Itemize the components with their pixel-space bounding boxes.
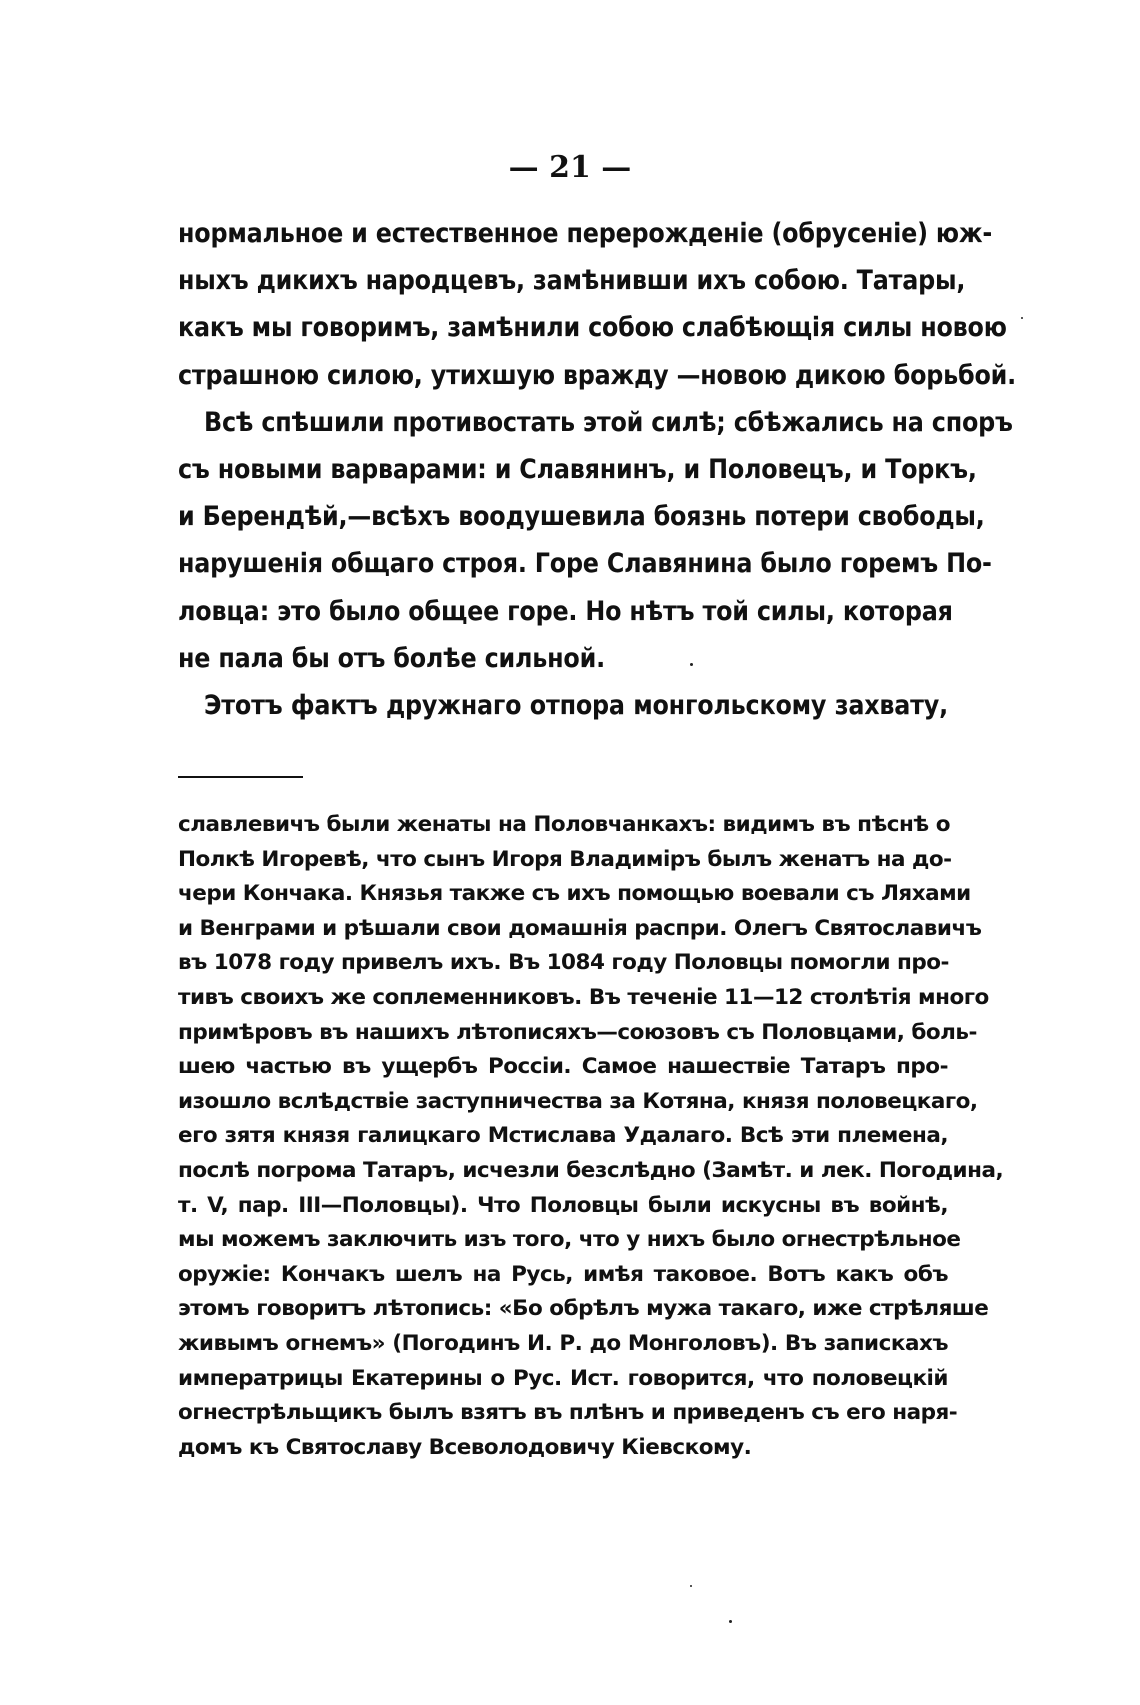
ink-speck (690, 663, 693, 666)
footnote-line: шею частью въ ущербъ Россіи. Самое нашествіе Татаръ про- (178, 1054, 948, 1080)
text-line: Этотъ фактъ дружнаго отпора монгольскому захвату, (204, 690, 948, 722)
footnote-line: этомъ говоритъ лѣтопись: «Бо обрѣлъ мужа такаго, иже стрѣляше (178, 1296, 989, 1322)
footnote-line: примѣровъ въ нашихъ лѣтописяхъ—союзовъ съ Половцами, боль- (178, 1019, 977, 1045)
paragraph-2 (178, 399, 1013, 682)
text-line: страшною силою, утихшую вражду —новою дикою борьбой. (178, 359, 1016, 391)
ink-speck (1021, 317, 1023, 319)
page-number: — 21 — (508, 150, 632, 185)
footnote-line: мы можемъ заключить изъ того, что у нихъ было огнестрѣльное (178, 1227, 961, 1253)
text-line: и Берендѣй,—всѣхъ воодушевила боязнь потери свободы, (178, 501, 985, 533)
footnote-line: и Венграми и рѣшали свои домашнія распри. Олегъ Святославичъ (178, 915, 982, 941)
footnote-line: огнестрѣльщикъ былъ взятъ въ плѣнъ и приведенъ съ его наря- (178, 1400, 958, 1426)
footnote-line: славлевичъ были женаты на Половчанкахъ: видимъ въ пѣснѣ о (178, 812, 950, 837)
footnote-line: живымъ огнемъ» (Погодинъ И. Р. до Монголовъ). Въ запискахъ (178, 1330, 948, 1356)
footnote (178, 808, 1004, 1465)
text-line: нормальное и естественное перерожденіе (обрусеніе) юж- (178, 218, 993, 249)
footnote-line: изошло вслѣдствіе заступничества за Котяна, князя половецкаго, (178, 1088, 978, 1114)
ink-speck (729, 1620, 732, 1623)
footnote-line: чери Кончака. Князья также съ ихъ помощью воевали съ Ляхами (178, 881, 971, 907)
footnote-line: тивъ своихъ же соплеменниковъ. Въ теченіе 11—12 столѣтія много (178, 984, 989, 1010)
text-line: нарушенія общаго строя. Горе Славянина было горемъ По- (178, 548, 992, 580)
text-line: ловца: это было общее горе. Но нѣтъ той силы, которая (178, 595, 953, 627)
footnote-line: его зятя князя галицкаго Мстислава Удалаго. Всѣ эти племена, (178, 1123, 948, 1149)
text-line: ныхъ дикихъ народцевъ, замѣнивши ихъ собою. Татары, (178, 265, 966, 297)
footnote-line: въ 1078 году привелъ ихъ. Въ 1084 году Половцы помогли про- (178, 950, 949, 976)
text-line: какъ мы говоримъ, замѣнили собою слабѣющія силы новою (178, 312, 1007, 344)
footnote-line: Полкѣ Игоревѣ, что сынъ Игоря Владиміръ былъ женатъ на до- (178, 846, 952, 872)
footnote-line: т. V, пар. III—Половцы). Что Половцы были искусны въ войнѣ, (178, 1192, 948, 1218)
footnote-line: домъ къ Святославу Всеволодовичу Кіевскому. (178, 1434, 752, 1460)
footnote-line: оружіе: Кончакъ шелъ на Русь, имѣя таковое. Вотъ какъ объ (178, 1261, 948, 1287)
main-text (178, 210, 1016, 729)
text-line: не пала бы отъ болѣе сильной. (178, 642, 605, 674)
footnote-separator (178, 776, 303, 778)
footnote-line: послѣ погрома Татаръ, исчезли безслѣдно (Замѣт. и лек. Погодина, (178, 1157, 1004, 1183)
footnote-line: императрицы Екатерины о Рус. Ист. говорится, что половецкій (178, 1365, 948, 1391)
text-line: Всѣ спѣшили противостать этой силѣ; сбѣжались на споръ (204, 406, 1013, 438)
text-line: съ новыми варварами: и Славянинъ, и Половецъ, и Торкъ, (178, 454, 977, 486)
ink-speck (690, 1585, 692, 1587)
paragraph-1 (178, 210, 1016, 399)
paragraph-3 (178, 682, 948, 729)
